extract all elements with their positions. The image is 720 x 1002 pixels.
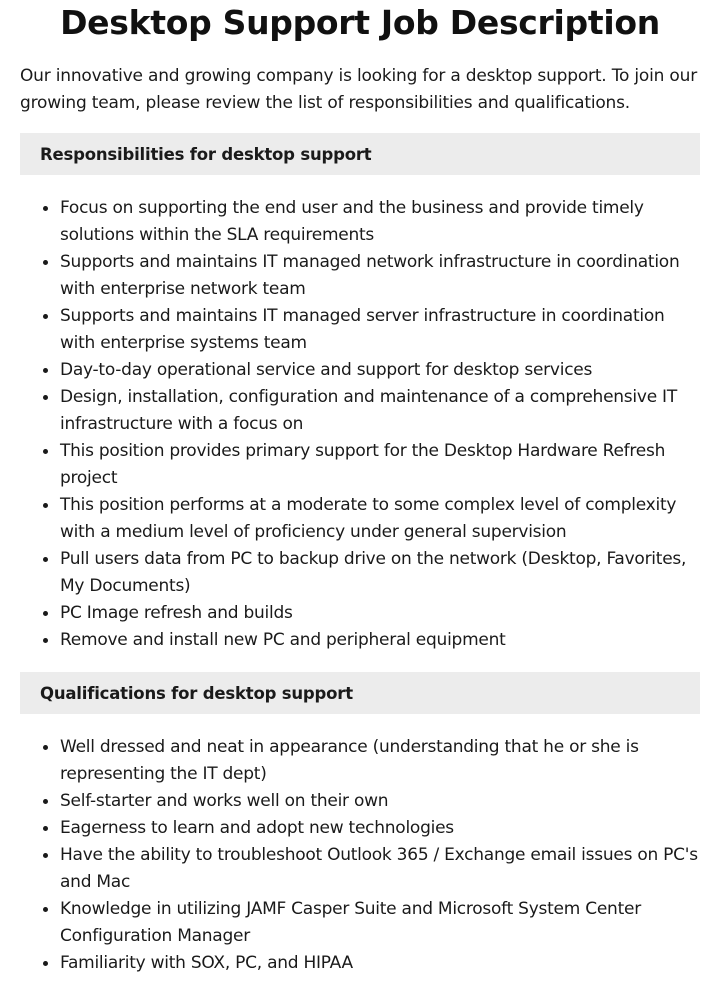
qualifications-heading: Qualifications for desktop support xyxy=(20,672,700,714)
responsibility-item: Focus on supporting the end user and the business and provide timely solutions within the SLA requirements xyxy=(60,195,700,249)
qualifications-list xyxy=(20,734,700,977)
responsibilities-list xyxy=(20,195,700,654)
responsibility-item: Supports and maintains IT managed server infrastructure in coordination with enterprise systems team xyxy=(60,303,700,357)
intro-paragraph: Our innovative and growing company is looking for a desktop support. To join our growing team, please review the list of responsibilities and qualifications. xyxy=(20,66,697,113)
responsibility-item: PC Image refresh and builds xyxy=(60,600,700,627)
responsibility-item: Supports and maintains IT managed network infrastructure in coordination with enterprise network team xyxy=(60,249,700,303)
qualification-item: Self-starter and works well on their own xyxy=(60,788,700,815)
responsibility-item: Remove and install new PC and peripheral equipment xyxy=(60,627,700,654)
responsibility-item: Day-to-day operational service and support for desktop services xyxy=(60,357,700,384)
responsibility-item: Pull users data from PC to backup drive on the network (Desktop, Favorites, My Documents) xyxy=(60,546,700,600)
responsibility-item: Design, installation, configuration and maintenance of a comprehensive IT infrastructure with a focus on xyxy=(60,384,700,438)
qualification-item: Knowledge in utilizing JAMF Casper Suite and Microsoft System Center Configuration Manager xyxy=(60,896,700,950)
qualification-item: Well dressed and neat in appearance (understanding that he or she is representing the IT dept) xyxy=(60,734,700,788)
qualification-item: Eagerness to learn and adopt new technologies xyxy=(60,815,700,842)
responsibility-item: This position provides primary support for the Desktop Hardware Refresh project xyxy=(60,438,700,492)
page-title: Desktop Support Job Description xyxy=(60,3,660,42)
responsibilities-heading: Responsibilities for desktop support xyxy=(20,133,700,175)
qualification-item: Familiarity with SOX, PC, and HIPAA xyxy=(60,950,700,977)
qualification-item: Have the ability to troubleshoot Outlook 365 / Exchange email issues on PC's and Mac xyxy=(60,842,700,896)
responsibility-item: This position performs at a moderate to some complex level of complexity with a medium level of proficiency under general supervision xyxy=(60,492,700,546)
